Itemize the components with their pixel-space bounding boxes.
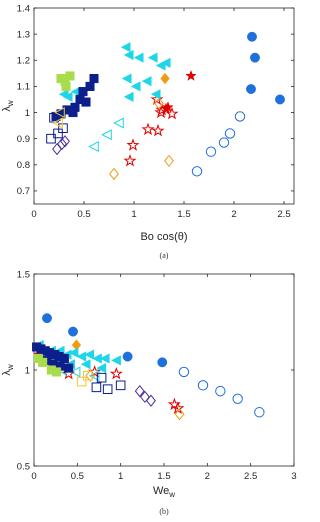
x-tick-label: 0 [31,471,37,482]
y-tick-label: 1.1 [16,81,30,93]
y-axis-label-a-main: λ [1,106,13,112]
y-axis-label-a [1,100,15,112]
x-axis-label-b-main: We [152,485,170,497]
y-axis-label-a-sub: w [6,100,15,107]
data-point-square-filled [76,95,85,104]
x-tick-label: 2 [204,471,210,482]
y-axis-label-b-main: λ [1,370,13,376]
data-point-square-filled [52,368,61,377]
data-point-square-filled [66,72,75,81]
x-axis-label-a: Bo cos(θ) [140,231,188,243]
y-tick-label: 0.8 [16,160,30,172]
y-axis-label-b-sub: w [6,364,15,371]
y-tick-label: 0.7 [16,186,30,198]
data-point-square-filled [60,354,69,363]
y-tick-label: 1 [24,365,30,377]
data-point-square-filled [62,82,71,91]
x-tick-label: 2.5 [244,471,258,482]
x-tick-label: 1 [131,209,137,220]
y-tick-label: 1.2 [16,55,30,67]
x-tick-label: 0 [31,209,37,220]
data-point-circle-filled [158,358,167,367]
panel-caption-a: (a) [159,251,169,260]
data-point-circle-filled [247,32,256,41]
data-point-circle-filled [250,53,259,62]
x-tick-label: 0.5 [77,209,91,220]
data-point-circle-filled [42,313,51,322]
data-point-square-filled [79,87,88,96]
panel-b [1,269,297,516]
x-tick-label: 3 [291,471,297,482]
data-point-circle-filled [123,352,132,361]
x-axis-label-b-sub: w [169,490,176,499]
data-point-square-filled [64,364,73,373]
data-point-square-filled [38,358,47,367]
data-point-circle-filled [246,84,255,93]
x-tick-label: 0.5 [70,471,84,482]
y-tick-label: 1.3 [16,29,30,41]
data-point-square-filled [90,74,99,83]
data-point-circle-filled [275,95,284,104]
y-tick-label: 0.5 [16,461,30,473]
data-point-circle-filled [68,327,77,336]
y-axis-label-b [1,364,15,376]
x-axis-label-b [153,485,175,499]
y-tick-label: 1.4 [16,3,30,15]
x-tick-label: 1.5 [177,209,191,220]
x-tick-label: 2 [231,209,237,220]
x-tick-label: 1.5 [157,471,171,482]
y-tick-label: 1.5 [16,269,30,281]
y-tick-label: 0.9 [16,133,30,145]
x-tick-label: 1 [118,471,124,482]
y-tick-label: 1 [24,107,30,119]
panel-caption-b: (b) [159,507,169,516]
panel-a [1,3,294,260]
x-tick-label: 2.5 [277,209,291,220]
